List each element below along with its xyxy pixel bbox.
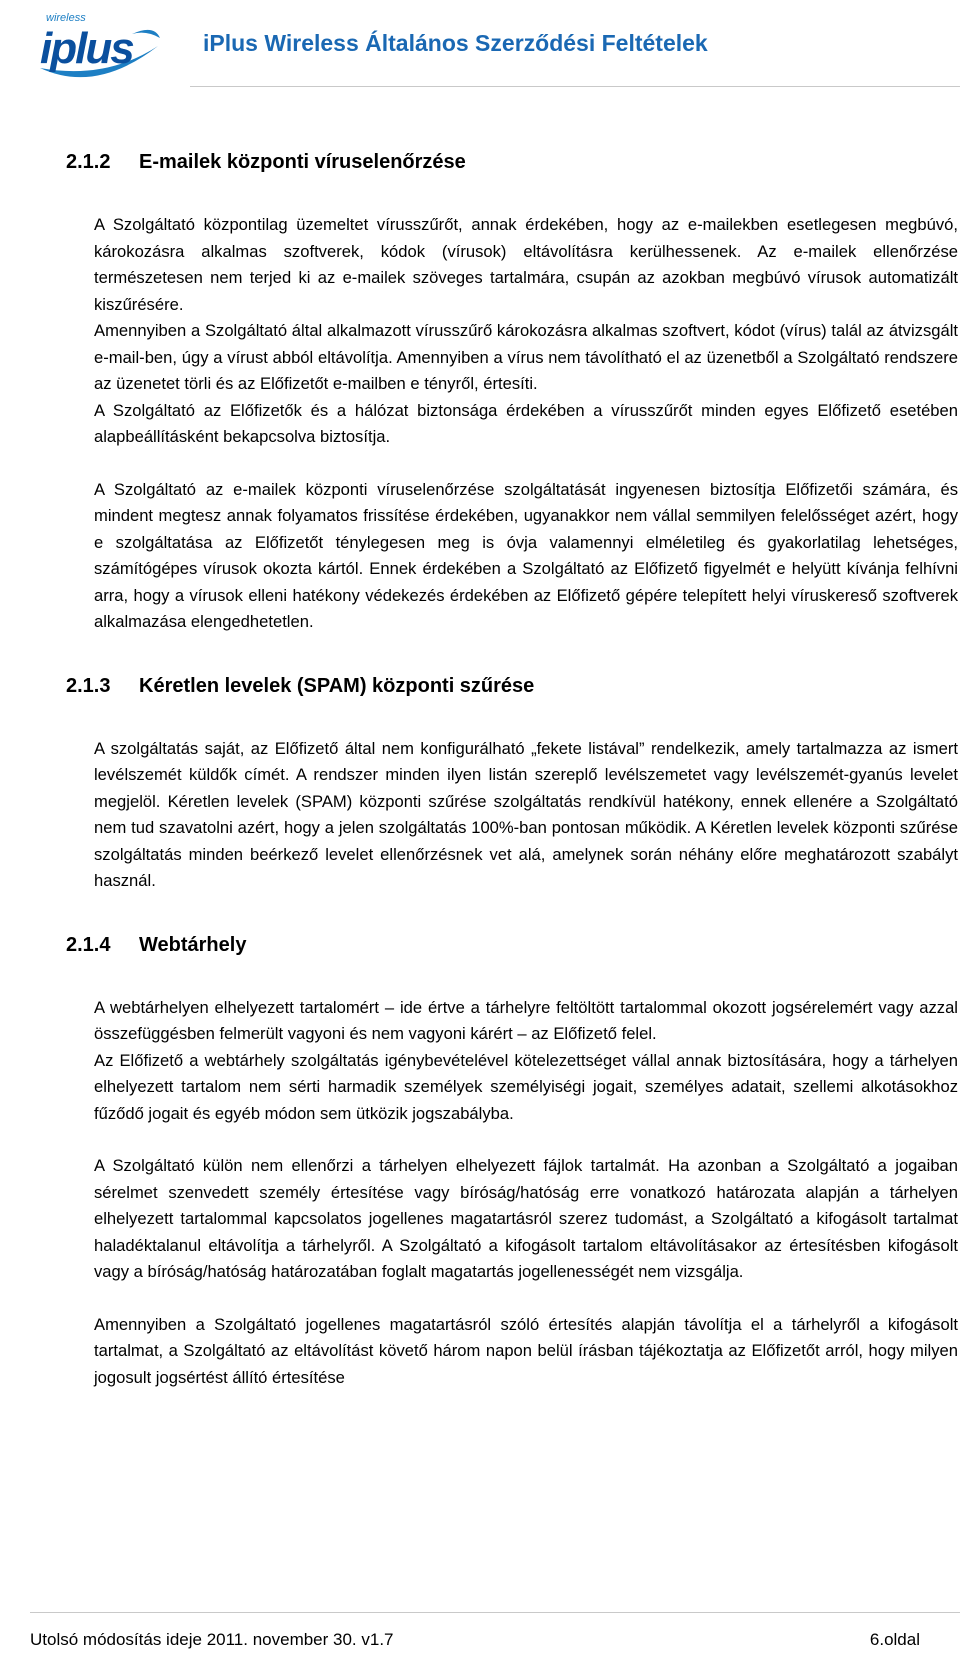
footer-modified-date: Utolsó módosítás ideje 2011. november 30. v1.7 xyxy=(30,1630,394,1649)
document-header-title: iPlus Wireless Általános Szerződési Feltételek xyxy=(203,30,708,56)
section-title: Kéretlen levelek (SPAM) központi szűrése xyxy=(139,674,535,697)
logo-wireless-text: wireless xyxy=(46,12,86,24)
logo-iplus-text: iplus xyxy=(40,24,133,73)
document-body xyxy=(66,150,958,1391)
footer-divider xyxy=(30,1612,960,1613)
section-number: 2.1.2 xyxy=(66,151,111,173)
section-title: E-mailek központi víruselenőrzése xyxy=(139,151,466,173)
paragraph: A Szolgáltató központilag üzemeltet vírusszűrőt, annak érdekében, hogy az e-mailekben esetlegesen megbúvó, károkozásra alkalmas szoftverek, kódok (vírusok) eltávolításra kerülhessenek. Az e-mailek ellenőrzése természetesen nem terjed ki az e-mailek szöveges tartalmára, csupán az azokban megbúvó vírusok automatizált kiszűrésére. xyxy=(94,215,958,314)
paragraph: A szolgáltatás saját, az Előfizető által nem konfigurálható „fekete listával” rendelkezik, amely tartalmazza az ismert levélszemét küldők címét. A rendszer minden ilyen listán szereplő levélszemetet vagy levélszemét-gyanús levelet megjelöl. Kéretlen levelek (SPAM) központi szűrése szolgáltatás rendkívül hatékony, ennek ellenére a Szolgáltató nem tud szavatolni azért, hogy a jelen szolgáltatás 100%-ban pontosan működik. A Kéretlen levelek központi szűrése szolgáltatás minden beérkező levelet ellenőrzésnek vet alá, amelynek során néhány előre meghatározott szabályt használ. xyxy=(94,738,958,890)
iplus-logo xyxy=(36,10,166,80)
section-2-1-3-body xyxy=(66,736,958,895)
section-number: 2.1.4 xyxy=(66,933,111,956)
section-heading-2-1-4 xyxy=(66,933,958,957)
paragraph: A Szolgáltató külön nem ellenőrzi a tárhelyen elhelyezett fájlok tartalmát. Ha azonban a Szolgáltató a jogaiban sérelmet szenvedett személy értesítése vagy bíróság/hatóság erre vonatkozó határozata alapján a tárhelyen elhelyezett tartalommal kapcsolatos jogellenes magatartásról szerez tudomást, a Szolgáltató a kifogásolt tartalmat haladéktalanul eltávolítja a tárhelyről. A Szolgáltató a kifogásolt tartalom eltávolításakor az értesítésben kifogásolt vagy a bíróság/hatóság határozatában foglalt magatartás jogellenességét nem vizsgálja. xyxy=(94,1156,958,1281)
section-heading-2-1-2 xyxy=(66,150,958,174)
section-heading-2-1-3 xyxy=(66,674,958,698)
header-divider xyxy=(190,86,960,87)
footer-page-number: 6.oldal xyxy=(869,1630,920,1649)
paragraph: Az Előfizető a webtárhely szolgáltatás igénybevételével kötelezettséget vállal annak biztosítására, hogy a tárhelyen elhelyezett tartalom nem sérti harmadik személyek személyiségi jogait, személyes adatait, szellemi alkotásokhoz fűződő jogait és egyéb módon sem ütközik jogszabályba. xyxy=(94,1050,958,1123)
section-2-1-2-body xyxy=(66,212,958,636)
paragraph: Amennyiben a Szolgáltató jogellenes magatartásról szóló értesítés alapján távolítja el a tárhelyről a kifogásolt tartalmat, a Szolgáltató az eltávolítást követő három napon belül írásban tájékoztatja az Előfizetőt arról, hogy milyen jogosult jogsértést állító értesítése xyxy=(94,1314,958,1387)
paragraph: A Szolgáltató az e-mailek központi víruselenőrzése szolgáltatását ingyenesen biztosítja Előfizetői számára, és mindent megtesz annak folyamatos frissítése érdekében, ugyanakkor nem vállal semmilyen felelősséget azért, hogy e szolgáltatása az Előfizetőt ténylegesen meg is óvja valamennyi elméletileg és gyakorlatilag lehetséges, számítógépes vírusok okozta kártól. Ennek érdekében a Szolgáltató az Előfizető figyelmét e helyütt kívánja felhívni arra, hogy a vírusok elleni hatékony védekezés érdekében az Előfizető gépére telepített helyi víruskereső szoftverek alkalmazása elengedhetetlen. xyxy=(94,479,958,631)
section-title: Webtárhely xyxy=(139,933,247,956)
paragraph: A Szolgáltató az Előfizetők és a hálózat biztonsága érdekében a vírusszűrőt minden egyes Előfizető esetében alapbeállításként bekapcsolva biztosítja. xyxy=(94,400,958,446)
section-number: 2.1.3 xyxy=(66,674,111,697)
section-2-1-4-body xyxy=(66,995,958,1392)
page-header xyxy=(0,0,960,86)
paragraph: A webtárhelyen elhelyezett tartalomért – ide értve a tárhelyre feltöltött tartalommal okozott jogsérelemért vagy azzal összefüggésben felmerült vagyoni és nem vagyoni kárért – az Előfizető felel. xyxy=(94,997,958,1043)
paragraph: Amennyiben a Szolgáltató által alkalmazott vírusszűrő károkozásra alkalmas szoftvert, kódot (vírus) talál az átvizsgált e-mail-ben, úgy a vírust abból eltávolítja. Amennyiben a vírus nem távolítható el az üzenetből a Szolgáltató rendszere az üzenetet törli és az Előfizetőt e-mailben e tényről, értesíti. xyxy=(94,321,958,393)
